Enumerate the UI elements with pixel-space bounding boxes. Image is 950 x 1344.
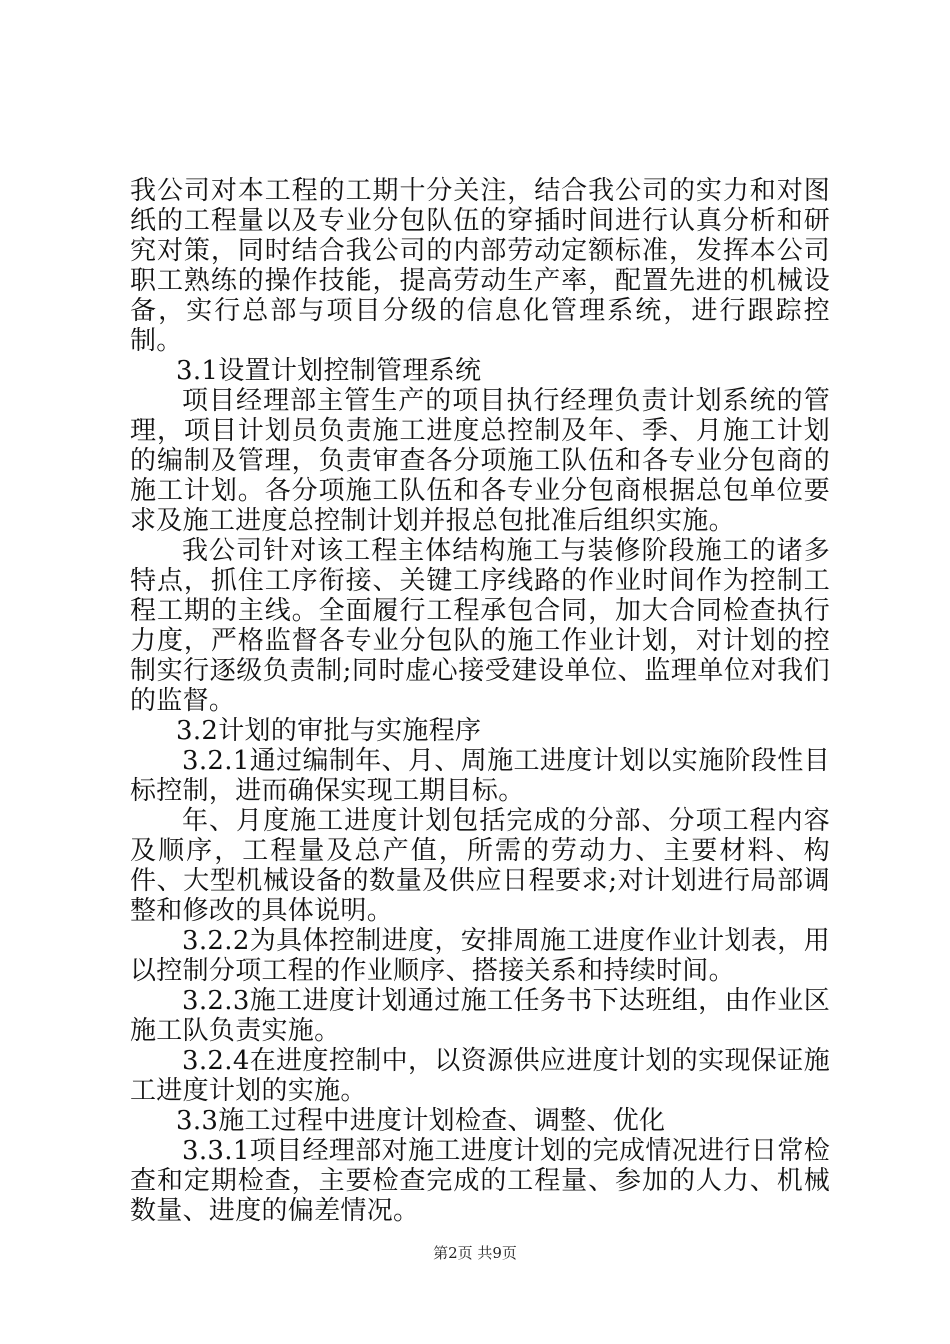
paragraph-3-2-3: 3.2.3施工进度计划通过施工任务书下达班组，由作业区施工队负责实施。 (130, 986, 830, 1046)
paragraph-3-3-1: 3.3.1项目经理部对施工进度计划的完成情况进行日常检查和定期检查，主要检查完成的工程量、参加的人力、机械数量、进度的偏差情况。 (130, 1136, 830, 1226)
paragraph-annual-plan: 年、月度施工进度计划包括完成的分部、分项工程内容及顺序，工程量及总产值，所需的劳动力、主要材料、构件、大型机械设备的数量及供应日程要求;对计划进行局部调整和修改的具体说明。 (130, 806, 830, 926)
paragraph-3-2-2: 3.2.2为具体控制进度，安排周施工进度作业计划表，用以控制分项工程的作业顺序、搭接关系和持续时间。 (130, 926, 830, 986)
paragraph-3-2-1: 3.2.1通过编制年、月、周施工进度计划以实施阶段性目标控制，进而确保实现工期目标。 (130, 746, 830, 806)
page-number-footer: 第2页 共9页 (433, 1244, 517, 1262)
section-heading-3-2: 3.2计划的审批与实施程序 (176, 716, 482, 746)
paragraph-management: 项目经理部主管生产的项目执行经理负责计划系统的管理，项目计划员负责施工进度总控制及年、季、月施工计划的编制及管理，负责审查各分项施工队伍和各专业分包商的施工计划。各分项施工队伍和各专业分包商根据总包单位要求及施工进度总控制计划并报总包批准后组织实施。 (130, 386, 830, 536)
paragraph-control: 我公司针对该工程主体结构施工与装修阶段施工的诸多特点，抓住工序衔接、关键工序线路的作业时间作为控制工程工期的主线。全面履行工程承包合同，加大合同检查执行力度，严格监督各专业分包队的施工作业计划，对计划的控制实行逐级负责制;同时虚心接受建设单位、监理单位对我们的监督。 (130, 536, 830, 716)
paragraph-3-2-4: 3.2.4在进度控制中，以资源供应进度计划的实现保证施工进度计划的实施。 (130, 1046, 830, 1106)
section-heading-3-3: 3.3施工过程中进度计划检查、调整、优化 (176, 1106, 666, 1136)
paragraph-intro: 我公司对本工程的工期十分关注，结合我公司的实力和对图纸的工程量以及专业分包队伍的穿插时间进行认真分析和研究对策，同时结合我公司的内部劳动定额标准，发挥本公司职工熟练的操作技能，提高劳动生产率，配置先进的机械设备，实行总部与项目分级的信息化管理系统，进行跟踪控制。 (130, 176, 830, 356)
document-body (130, 176, 830, 1226)
section-heading-3-1: 3.1设置计划控制管理系统 (176, 356, 482, 386)
